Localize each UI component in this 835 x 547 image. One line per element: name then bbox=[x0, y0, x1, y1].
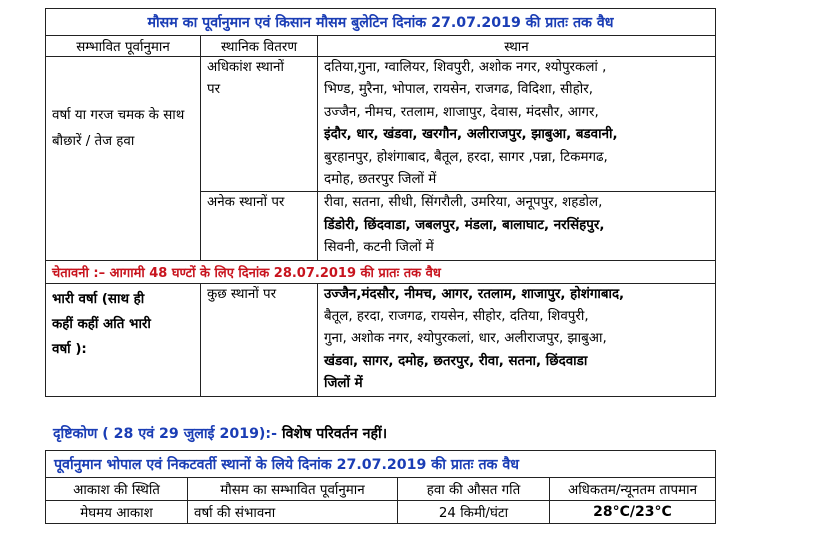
places-line: जिलों में bbox=[324, 376, 363, 392]
places-line: रीवा, सतना, सीधी, सिंगरौली, उमरिया, अनूपपुर, शहडोल, bbox=[324, 195, 603, 211]
places-line: गुना, अशोक नगर, श्योपुरकलां, धार, अलीराजपुर, झाबुआ, bbox=[324, 331, 607, 347]
places-line: उज्जैन, नीमच, रतलाम, शाजापुर, देवास, मंदसौर, आगर, bbox=[324, 104, 599, 120]
distribution-line: पर bbox=[207, 82, 221, 98]
bulletin-title: मौसम का पूर्वानुमान एवं किसान मौसम बुलेटिन दिनांक 27.07.2019 की प्रातः तक वैध bbox=[46, 9, 716, 36]
places-line: दतिया,गुना, ग्वालियर, शिवपुरी, अशोक नगर, श्योपुरकलां , bbox=[324, 60, 607, 75]
distribution-many bbox=[201, 192, 318, 260]
header-wind: हवा की औसत गति bbox=[398, 478, 550, 501]
distribution-line: अनेक स्थानों पर bbox=[207, 195, 285, 211]
places-line: सिवनी, कटनी जिलों में bbox=[324, 240, 434, 256]
outlook-label: दृष्टिकोण ( 28 एवं 29 जुलाई 2019):- bbox=[53, 426, 277, 442]
value-sky: मेघमय आकाश bbox=[46, 501, 188, 524]
places-line: बैतूल, हरदा, राजगढ, रायसेन, सीहोर, दतिया, शिवपुरी, bbox=[324, 309, 589, 325]
places-line: बुरहानपुर, होशंगाबाद, बैतूल, हरदा, सागर ,पन्ना, टिकमगढ, bbox=[324, 149, 608, 165]
forecast-table bbox=[45, 8, 716, 397]
distribution-most bbox=[201, 57, 318, 192]
value-weather: वर्षा की संभावना bbox=[188, 501, 398, 524]
value-wind: 24 किमी/घंटा bbox=[398, 501, 550, 524]
header-forecast: सम्भावित पूर्वानुमान bbox=[46, 36, 201, 57]
places-most bbox=[318, 57, 716, 192]
condition-cell: वर्षा या गरज चमक के साथ बौछारें / तेज हवा bbox=[46, 57, 201, 261]
places-line: डिंडोरी, छिंदवाडा, जबलपुर, मंडला, बालाघाट, नरसिंहपुर, bbox=[324, 217, 605, 233]
warning-label: चेतावनी :– आगामी 48 घण्टों के लिए दिनांक 28.07.2019 की प्रातः तक वैध bbox=[46, 260, 716, 283]
places-line: भिण्ड, मुरैना, भोपाल, रायसेन, राजगढ, विदिशा, सीहोर, bbox=[324, 82, 593, 98]
warning-condition-line: कहीं कहीं अति भारी bbox=[52, 316, 151, 332]
warning-condition-line: वर्षा ): bbox=[52, 341, 87, 357]
places-line: इंदौर, धार, खंडवा, खरगौन, अलीराजपुर, झाबुआ, बडवानी, bbox=[324, 127, 618, 143]
header-sky: आकाश की स्थिति bbox=[46, 478, 188, 501]
bhopal-forecast-table bbox=[45, 450, 716, 524]
warning-condition-line: भारी वर्षा (साथ ही bbox=[52, 291, 145, 307]
outlook-line bbox=[53, 424, 387, 443]
bhopal-title: पूर्वानुमान भोपाल एवं निकटवर्ती स्थानों के लिये दिनांक 27.07.2019 की प्रातः तक वैध bbox=[46, 451, 716, 478]
header-temperature: अधिकतम/न्यूनतम तापमान bbox=[550, 478, 716, 501]
header-distribution: स्थानिक वितरण bbox=[201, 36, 318, 57]
places-line: खंडवा, सागर, दमोह, छतरपुर, रीवा, सतना, छिंदवाडा bbox=[324, 353, 588, 369]
warning-distribution: कुछ स्थानों पर bbox=[201, 283, 318, 396]
places-line: दमोह, छतरपुर जिलों में bbox=[324, 172, 437, 188]
outlook-text: विशेष परिवर्तन नहीं। bbox=[281, 426, 388, 442]
distribution-line: अधिकांश स्थानों bbox=[207, 60, 284, 75]
places-line: उज्जैन,मंदसौर, नीमच, आगर, रतलाम, शाजापुर, होशंगाबाद, bbox=[324, 286, 625, 302]
value-temperature: 28°C/23°C bbox=[550, 501, 716, 524]
warning-condition bbox=[46, 283, 201, 396]
warning-places bbox=[318, 283, 716, 396]
places-many bbox=[318, 192, 716, 260]
header-places: स्थान bbox=[318, 36, 716, 57]
header-weather: मौसम का सम्भावित पूर्वानुमान bbox=[188, 478, 398, 501]
